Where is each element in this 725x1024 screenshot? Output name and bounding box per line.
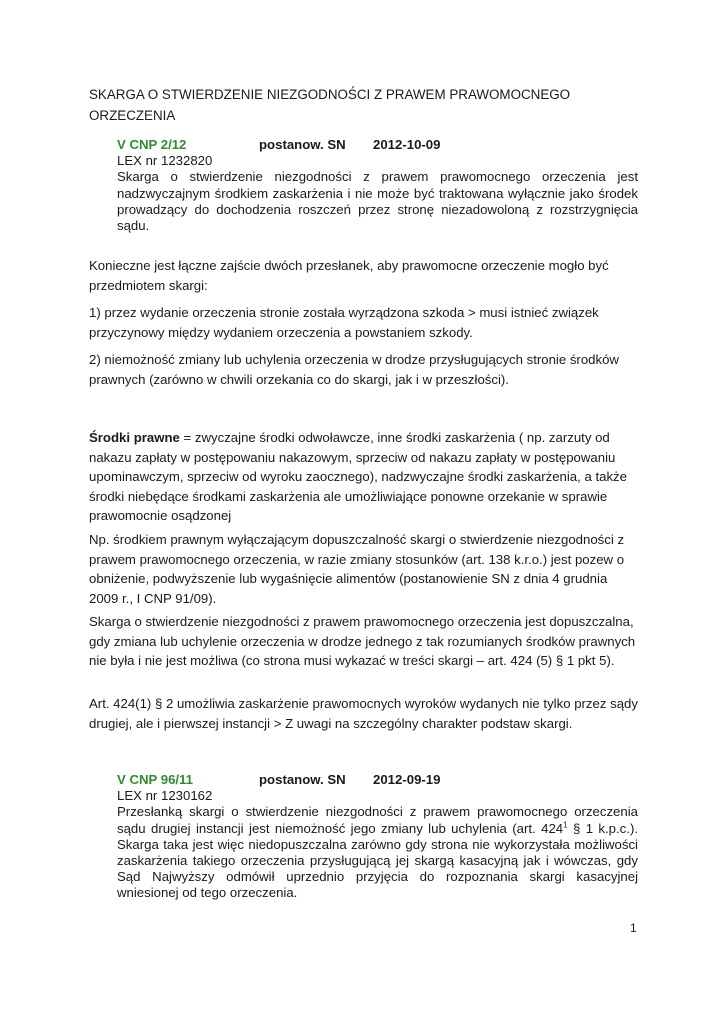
paragraph: Art. 424(1) § 2 umożliwia zaskarżenie prawomocnych wyroków wydanych nie tylko przez sądy drugiej, ale i pierwszej instancji > Z uwagi na szczególny charakter podstaw skargi. [89,696,638,731]
case-summary [117,804,638,901]
paragraph: Np. środkiem prawnym wyłączającym dopuszczalność skargi o stwierdzenie niezgodności z prawem prawomocnego orzeczenia, w razie zmiany stosunków (art. 138 k.r.o.) jest pozew o obniżenie, podwyższenie lub wygaśnięcie alimentów (postanowienie SN z dnia 4 grudnia 2009 r., I CNP 91/09). [89,532,625,606]
case-summary-part: § 1 k.p.c.). Skarga taka jest więc niedopuszczalna zarówno gdy strona nie wykorzystała możliwości zaskarżenia takiego orzeczenia przysługującą jej skargą kasacyjną jak i wówczas, gdy Sąd Najwyższy odmówił uprzednio przyjęcia do rozpoznania skargi kasacyjnej wniesionej od tego orzeczenia. [117,820,638,901]
paragraph: 2) niemożność zmiany lub uchylenia orzeczenia w drodze przysługujących stronie środków prawnych (zarówno w chwili orzekania co do skargi, jak i w przeszłości). [89,352,619,387]
page-number: 1 [630,921,637,935]
case-summary: Skarga o stwierdzenie niezgodności z prawem prawomocnego orzeczenia jest nadzwyczajnym środkiem zaskarżenia i nie może być traktowana wyłącznie jako środek prowadzący do dochodzenia roszczeń przez stronę niezadowoloną z rozstrzygnięcia sądu. [117,169,638,234]
case-id: V CNP 96/11 [117,772,194,787]
case-entry [117,772,638,902]
case-entry [117,137,638,234]
case-type: postanow. SN [259,772,346,787]
case-date: 2012-09-19 [373,772,441,787]
case-date: 2012-10-09 [373,137,441,152]
case-lex: LEX nr 1232820 [117,153,213,169]
case-header [117,772,638,788]
paragraph-text: = zwyczajne środki odwoławcze, inne środki zaskarżenia ( np. zarzuty od nakazu zapłaty w postępowaniu nakazowym, sprzeciw od nakazu zapłaty w postępowaniu upominawczym, sprzeciw od wyroku zaocznego), nadzwyczajne środki zaskarżenia, a także środki niebędące środkami zaskarżenia ale umożliwiające ponowne orzekanie w sprawie prawomocnie osądzonej [89,430,627,524]
case-header [117,137,638,153]
superscript: 1 [563,820,568,830]
paragraph: 1) przez wydanie orzeczenia stronie została wyrządzona szkoda > musi istnieć związek przyczynowy między wydaniem orzeczenia a powstaniem szkody. [89,305,599,340]
document-title: SKARGA O STWIERDZENIE NIEZGODNOŚCI Z PRAWEM PRAWOMOCNEGO ORZECZENIA [89,87,571,123]
paragraph [89,428,639,526]
paragraph: Konieczne jest łączne zajście dwóch przesłanek, aby prawomocne orzeczenie mogło być przedmiotem skargi: [89,258,609,293]
case-id: V CNP 2/12 [117,137,187,152]
case-lex: LEX nr 1230162 [117,788,213,804]
case-type: postanow. SN [259,137,346,152]
paragraph: Skarga o stwierdzenie niezgodności z prawem prawomocnego orzeczenia jest dopuszczalna, gdy zmiana lub uchylenie orzeczenia w drodze jednego z tak rozumianych środków prawnych nie była i nie jest możliwa (co strona musi wykazać w treści skargi – art. 424 (5) § 1 pkt 5). [89,614,636,669]
case-summary-part: Przesłanką skargi o stwierdzenie niezgodności z prawem prawomocnego orzeczenia sądu drugiej instancji jest niemożność jego zmiany lub uchylenia (art. 424 [117,804,638,836]
bold-term: Środki prawne [89,430,180,445]
